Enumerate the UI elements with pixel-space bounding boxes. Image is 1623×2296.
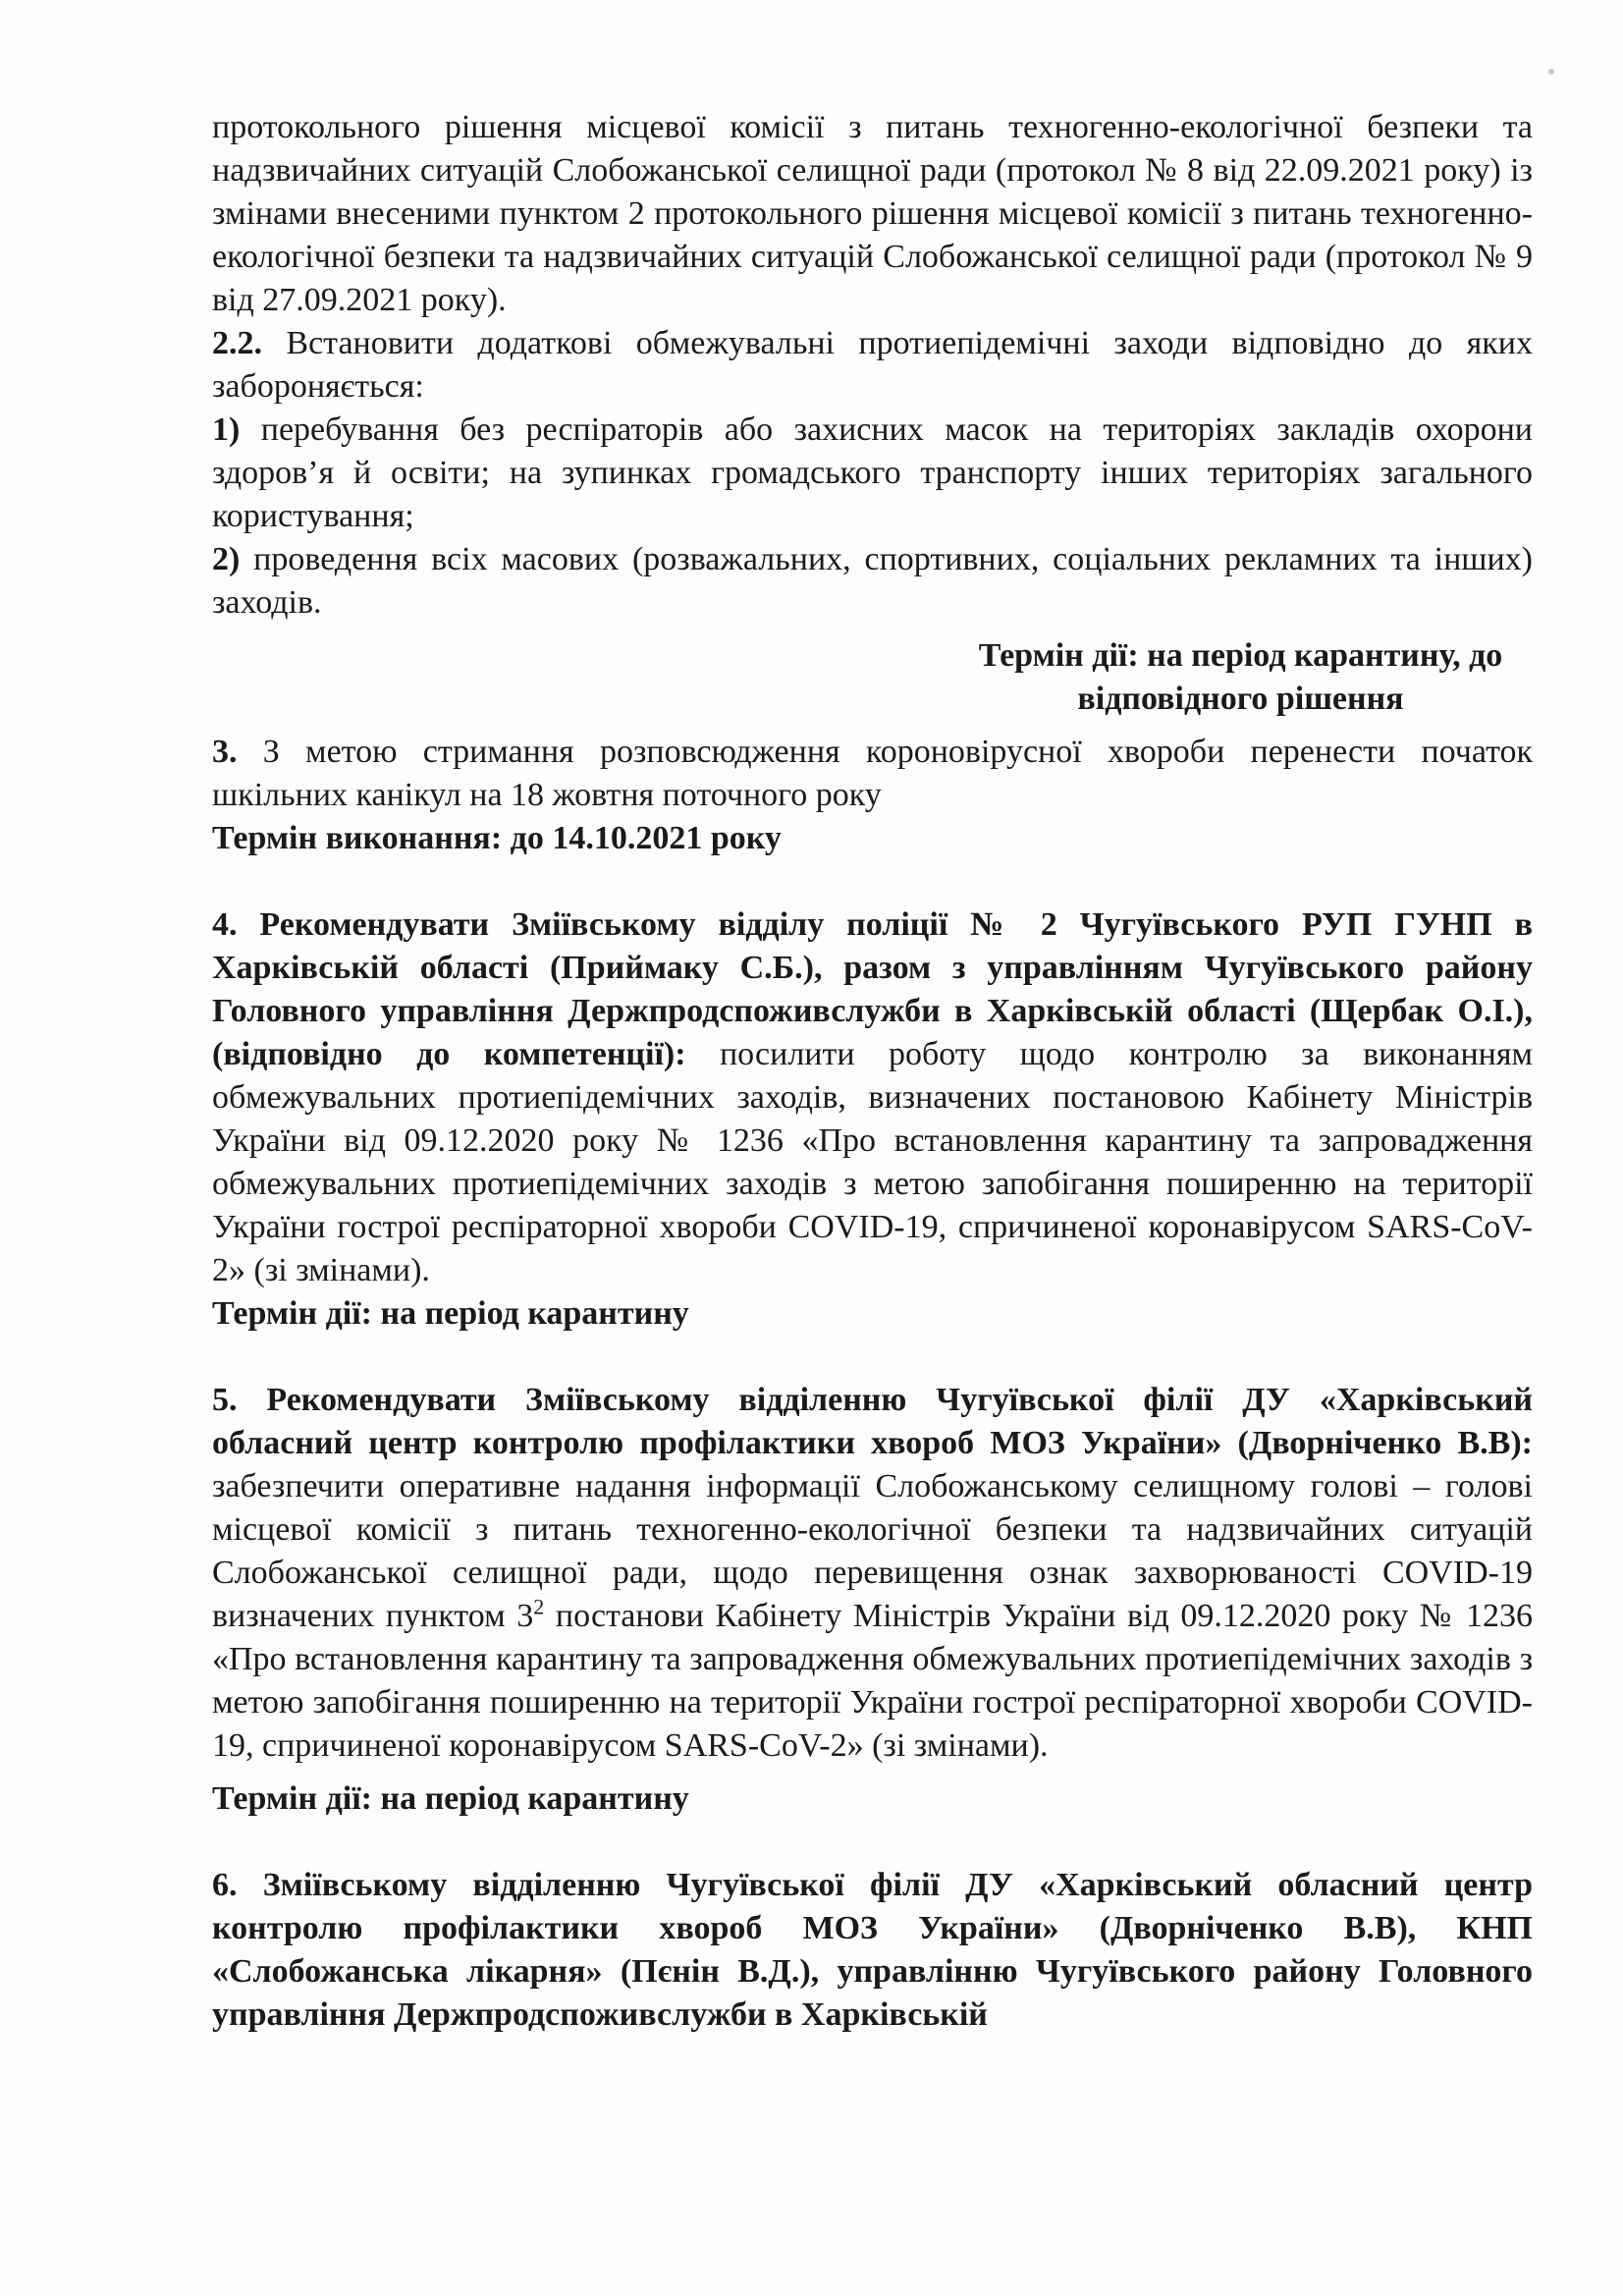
term-paragraph-3: Термін виконання: до 14.10.2021 року (212, 820, 782, 856)
list-item-number: 1) (212, 411, 241, 448)
list-item-text: проведення всіх масових (розважальних, спортивних, соціальних рекламних та інших) заходів. (212, 541, 1533, 621)
list-item-text: перебування без респіраторів або захисних масок на територіях закладів охорони здоров’я й освіти; на зупинках громадського транспорту інших територіях загального користування; (212, 411, 1533, 534)
paragraph-text: посилити роботу щодо контролю за виконанням обмежувальних протиепідемічних заходів, визначених постановою Кабінету Міністрів України від 09.12.2020 року № 1236 «Про встановлення карантину та запровадження обмежувальних протиепідемічних заходів з метою запобігання поширенню на території України гострої респіраторної хвороби COVID-19, спричиненої коронавірусом SARS-CoV-2» (зі змінами). (212, 1036, 1533, 1288)
paragraph-bold-lead: 5. Рекомендувати Зміївському відділенню Чугуївської філії ДУ «Харківський обласний центр контролю профілактики хвороб МОЗ України» (Дворніченко В.В): (212, 1382, 1533, 1461)
term-paragraph-5: Термін дії: на період карантину (212, 1780, 689, 1817)
paragraph-text: З метою стримання розповсюдження короновірусної хвороби перенести початок шкільних канікул на 18 жовтня поточного року (212, 734, 1533, 813)
paragraph-5 (212, 1379, 1533, 1768)
superscript: 2 (533, 1594, 545, 1619)
paragraph-number: 3. (212, 734, 238, 770)
list-item-1 (212, 409, 1533, 538)
paragraph-text: забезпечити оперативне надання інформації Слобожанському селищному голові – голові місцевої комісії з питань техногенно-екологічної безпеки та надзвичайних ситуацій Слобожанської селищної ради, щодо перевищення ознак захворюваності COVID-19 визначених пунктом 3 (212, 1468, 1533, 1634)
paragraph-bold-lead: 4. Рекомендувати Зміївському відділу поліції № 2 Чугуївського РУП ГУНП в Харківській області (Приймаку С.Б.), разом з управлінням Чугуївського району Головного управління Держпродспоживслужби в Харківській області (Щербак О.І.), (відповідно до компетенції): (212, 906, 1533, 1072)
term-paragraph-2-2: Термін дії: на період карантину, до відповідного рішення (978, 637, 1503, 717)
paragraph-text-continued: постанови Кабінету Міністрів України від 09.12.2020 року № 1236 «Про встановлення карантину та запровадження обмежувальних протиепідемічних заходів з метою запобігання поширенню на території України гострої респіраторної хвороби COVID-19, спричиненої коронавірусом SARS-CoV-2» (зі змінами). (212, 1598, 1533, 1764)
paragraph-4 (212, 903, 1533, 1292)
document-body (212, 106, 1533, 2037)
intro-paragraph: протокольного рішення місцевої комісії з питань техногенно-екологічної безпеки та надзвичайних ситуацій Слобожанської селищної ради (протокол № 8 від 22.09.2021 року) із змінами внесеними пунктом 2 протокольного рішення місцевої комісії з питань техногенно-екологічної безпеки та надзвичайних ситуацій Слобожанської селищної ради (протокол № 9 від 27.09.2021 року). (212, 109, 1533, 318)
paragraph-6: 6. Зміївському відділенню Чугуївської філії ДУ «Харківський обласний центр контролю профілактики хвороб МОЗ України» (Дворніченко В.В), КНП «Слобожанська лікарня» (Пєнін В.Д.), управлінню Чугуївського району Головного управління Держпродспоживслужби в Харківській (212, 1867, 1533, 2033)
paragraph-number: 2.2. (212, 325, 262, 361)
paragraph-2-2 (212, 322, 1533, 409)
list-item-2 (212, 538, 1533, 625)
paragraph-text: Встановити додаткові обмежувальні протиепідемічні заходи відповідно до яких забороняється: (212, 325, 1533, 405)
list-item-number: 2) (212, 541, 241, 577)
paragraph-3 (212, 731, 1533, 817)
term-paragraph-4: Термін дії: на період карантину (212, 1295, 689, 1332)
scan-dot (1548, 69, 1554, 75)
